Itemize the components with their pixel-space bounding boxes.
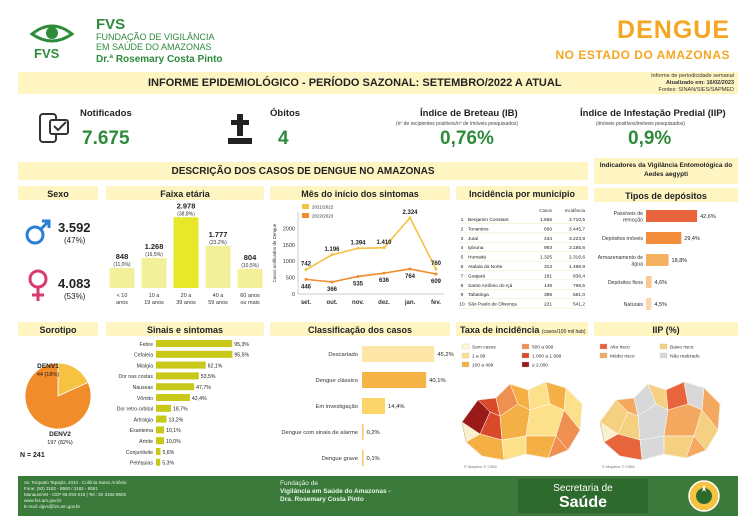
- mes-point: [383, 272, 386, 275]
- inc-row-incidencia: 2.316,6: [568, 255, 585, 261]
- report-band: [18, 72, 738, 94]
- mes-data-label: 366: [326, 286, 338, 293]
- mes-series-line: [306, 218, 436, 270]
- sinais-value-label: 42,4%: [191, 395, 207, 402]
- inc-row-casos: 149: [543, 283, 552, 289]
- incidencia-table: [456, 204, 588, 316]
- faixa-bar: [142, 258, 167, 288]
- inc-row-casos: 993: [543, 246, 552, 252]
- map-legend-swatch: [660, 344, 667, 349]
- mes-data-label: 764: [404, 273, 416, 280]
- map-legend-swatch: [600, 344, 607, 349]
- inc-row-incidencia: 3.185,6: [568, 246, 585, 252]
- inc-row-incidencia: 1.498,9: [568, 265, 585, 270]
- map-legend-label: Sem casos: [472, 345, 496, 351]
- map-legend-swatch: [522, 344, 529, 349]
- inc-row-municipio: Tabatinga: [468, 293, 489, 299]
- mes-point: [435, 273, 438, 276]
- inc-row-municipio: Ipixuna: [468, 246, 484, 252]
- inc-row-incidencia: 768,5: [572, 283, 585, 289]
- mes-y-label: Casos notificados de Dengue: [272, 223, 277, 283]
- taxa-title-text: Taxa de incidência: [460, 325, 540, 335]
- sinais-bar: [156, 340, 232, 347]
- inc-row-rank: 2: [460, 227, 464, 233]
- class-category-label: Dengue clássico: [315, 378, 358, 384]
- faixa-category-label: 40 a: [212, 293, 224, 299]
- mes-data-label: 535: [352, 281, 364, 288]
- map-legend-swatch: [462, 353, 469, 358]
- dep-value-label: 42,6%: [700, 214, 716, 220]
- inc-col-header: Casos: [539, 208, 552, 213]
- dep-category-label: Depósitos móveis: [602, 236, 643, 242]
- inc-row-incidencia: 581,0: [572, 293, 585, 299]
- sinais-bar: [156, 405, 171, 412]
- fvs-eye-logo-icon: [30, 16, 74, 60]
- faixa-pct-label: (16,5%): [145, 251, 163, 258]
- sinais-bar: [156, 437, 164, 444]
- sinais-bar: [156, 362, 206, 369]
- sinais-category-label: Conjuntivite: [125, 449, 153, 456]
- mes-point: [331, 280, 334, 283]
- faixa-pct-label: (10,5%): [241, 262, 259, 269]
- mes-legend-swatch: [302, 204, 309, 209]
- classificacao-title: Classificação dos casos: [270, 322, 450, 336]
- footer-center: [280, 480, 391, 504]
- map-legend-label: 500 a 999: [532, 345, 554, 351]
- mes-title: Mês do início dos sintomas: [270, 186, 450, 200]
- org-line-2: EM SAÚDE DO AMAZONAS: [96, 42, 212, 52]
- map-legend-swatch: [522, 362, 529, 367]
- header: [18, 10, 738, 68]
- sexo-female-pct: (53%): [64, 292, 86, 301]
- sinais-bar: [156, 448, 160, 455]
- footer-addr-2: Fone: (92) 3182 - 8550 / 3182 - 8551: [24, 486, 98, 491]
- sinais-value-label: 5,6%: [162, 449, 175, 456]
- mes-legend-label: 2022/2023: [312, 213, 334, 219]
- inc-row-incidencia: 3.710,5: [568, 218, 585, 223]
- inc-col-header: Incidência: [564, 208, 585, 213]
- sinais-value-label: 5,3%: [162, 460, 175, 467]
- inc-row-municipio: Humaitá: [468, 255, 486, 261]
- svg-text:FVS: FVS: [34, 46, 60, 61]
- state-crest-icon: [686, 478, 722, 514]
- sinais-value-label: 47,7%: [196, 385, 211, 391]
- class-value-label: 0,2%: [366, 430, 380, 436]
- dep-category-label-2: remoção: [622, 217, 643, 224]
- inc-row-casos: 398: [543, 293, 552, 299]
- dep-category-label-2: água: [631, 261, 643, 268]
- sinais-value-label: 53,5%: [200, 374, 216, 381]
- sinais-bar: [156, 416, 167, 423]
- mes-y-tick: 500: [285, 275, 295, 282]
- depositos-chart: [594, 204, 738, 316]
- page-subtitle: NO ESTADO DO AMAZONAS: [555, 48, 730, 62]
- mes-point: [305, 268, 308, 271]
- notification-phone-icon: [36, 112, 72, 146]
- footer-addr-5[interactable]: E-mail: dgvs@fvs.am.gov.br: [24, 504, 80, 509]
- sexo-title: Sexo: [18, 186, 98, 200]
- map-legend-swatch: [462, 344, 469, 349]
- sinais-bar: [156, 383, 194, 390]
- report-meta-sources: Fontes: SINAN/SIES/SAPMED: [658, 87, 734, 93]
- faixa-pct-label: (23,2%): [209, 239, 227, 246]
- faixa-pct-label: (38,8%): [177, 211, 195, 218]
- kpi-iip-value: 0,9%: [628, 128, 672, 149]
- dep-bar: [646, 276, 652, 288]
- sinais-category-label: Artralgia: [133, 417, 153, 424]
- mes-y-tick: 0: [291, 292, 295, 298]
- kpi-breteau-label: Índice de Breteau (IB): [420, 108, 518, 119]
- mes-x-tick: out.: [326, 300, 338, 306]
- mes-point: [357, 247, 360, 250]
- dep-value-label: 4,5%: [654, 302, 667, 308]
- kpi-breteau-sub: (nº de recipientes positivos/nº de imóveis pesquisados): [396, 121, 519, 127]
- sexo-male-pct: (47%): [64, 236, 86, 245]
- sexo-male-value: 3.592: [58, 220, 91, 235]
- map-municipality: [502, 436, 526, 460]
- inc-row-incidencia: 3.445,7: [568, 227, 585, 233]
- sexo-female-value: 4.083: [58, 276, 91, 291]
- class-value-label: 14,4%: [388, 404, 405, 410]
- iip-map: [594, 338, 738, 472]
- mes-data-label: 1.196: [324, 246, 340, 253]
- inc-row-municipio: Guajará: [468, 274, 486, 280]
- inc-row-casos: 313: [543, 265, 552, 270]
- report-meta-updated: Atualizado em: 16/02/2023: [665, 80, 734, 86]
- class-category-label: Em investigação: [315, 404, 358, 410]
- sinais-category-label: Vômito: [136, 395, 153, 402]
- sorotipo-title: Sorotipo: [18, 322, 98, 336]
- sinais-category-label: Mialgia: [136, 363, 153, 370]
- faixa-value-label: 2.978: [176, 201, 196, 211]
- org-line-1: FUNDAÇÃO DE VIGILÂNCIA: [96, 32, 215, 42]
- map-legend-swatch: [462, 362, 469, 367]
- sinais-category-label: Dor retro-orbital: [116, 406, 153, 413]
- report-title: INFORME EPIDEMIOLÓGICO - PERÍODO SAZONAL: SETEMBRO/2022 A ATUAL: [148, 77, 562, 89]
- faixa-etaria-chart: [106, 201, 266, 316]
- taxa-title: [456, 322, 588, 336]
- sorotipo-value: 197 (82%): [47, 440, 73, 446]
- sinais-category-label: Artrite: [139, 439, 153, 445]
- footer-sec-line-2: Saúde: [558, 494, 607, 511]
- sinais-title: Sinais e sintomas: [106, 322, 264, 336]
- mes-y-tick: 2000: [282, 226, 295, 233]
- faixa-bar: [110, 268, 135, 288]
- sinais-category-label: Cefaleia: [133, 352, 153, 359]
- sorotipo-total: N = 241: [20, 452, 45, 459]
- dep-category-label: Depósitos fixos: [607, 280, 643, 286]
- mes-data-label: 2.324: [402, 209, 418, 216]
- mes-data-label: 760: [430, 261, 442, 268]
- faixa-category-label: < 10: [116, 293, 128, 299]
- map-legend-swatch: [600, 353, 607, 358]
- map-legend-label: 100 a 499: [472, 363, 494, 369]
- sinais-bar: [156, 394, 190, 401]
- sinais-category-label: Petéquias: [129, 460, 153, 467]
- faixa-category-label-2: 19 anos: [144, 300, 164, 306]
- faixa-value-label: 848: [115, 251, 129, 261]
- female-icon: [24, 268, 52, 304]
- iip-map-title: IIP (%): [594, 322, 738, 336]
- dep-category-label: Passíveis de: [613, 211, 643, 217]
- inc-row-rank: 10: [459, 302, 465, 308]
- dep-bar: [646, 298, 651, 310]
- mes-y-tick: 1500: [282, 242, 295, 249]
- mes-x-tick: set.: [300, 300, 312, 306]
- inc-row-rank: 8: [460, 283, 464, 289]
- mes-sintomas-chart: [268, 202, 452, 318]
- faixa-category-label-2: 59 anos: [208, 300, 228, 306]
- descricao-title: DESCRIÇÃO DOS CASOS DE DENGUE NO AMAZONAS: [18, 162, 588, 180]
- inc-row-municipio: Santo Antônio do Içá: [468, 283, 513, 289]
- inc-row-municipio: Jutaí: [468, 236, 479, 242]
- faixa-category-label: 60 anos: [240, 293, 260, 299]
- mes-legend-label: 2021/2022: [312, 204, 334, 210]
- sinais-category-label: Exantema: [129, 428, 153, 435]
- faixa-value-label: 1.777: [208, 229, 228, 239]
- mes-data-label: 636: [378, 278, 390, 285]
- map-legend-label: Alto risco: [610, 345, 630, 351]
- inc-row-casos: 1.325: [539, 255, 552, 261]
- faixa-category-label-2: 39 anos: [176, 300, 196, 306]
- map-municipality: [640, 436, 664, 460]
- inc-row-casos: 221: [543, 302, 552, 308]
- footer-center-2: Vigilância em Saúde do Amazonas -: [280, 488, 391, 495]
- faixa-category-label-2: anos: [116, 300, 128, 306]
- report-meta-periodicity: Informe de periodicidade semanal: [651, 73, 734, 79]
- footer-center-3: Dra. Rosemary Costa Pinto: [280, 496, 364, 503]
- inc-row-rank: 6: [460, 265, 464, 270]
- footer-sec-line-1: Secretaria de: [553, 483, 613, 494]
- sinais-value-label: 13,2%: [168, 417, 184, 424]
- footer-address: [24, 480, 127, 510]
- depositos-title: Tipos de depósitos: [594, 188, 738, 202]
- kpi-notificados-value: 7.675: [82, 128, 130, 149]
- kpi-iip-sub: (imóveis positivos/imóveis pesquisados): [596, 121, 685, 127]
- dep-bar: [646, 232, 681, 244]
- grave-cross-icon: [226, 112, 254, 146]
- inc-row-rank: 1: [460, 218, 464, 223]
- kpi-breteau-value: 0,76%: [440, 128, 494, 149]
- class-bar: [362, 372, 426, 388]
- male-icon: [24, 218, 52, 246]
- map-legend-label: Baixo risco: [670, 345, 694, 351]
- sinais-value-label: 62,1%: [207, 363, 223, 370]
- dep-category-label: Armazenamento de: [597, 255, 643, 261]
- map-legend-label: Médio risco: [610, 354, 635, 360]
- mes-legend-swatch: [302, 213, 309, 218]
- inc-row-rank: 7: [460, 274, 464, 280]
- inc-row-casos: 161: [543, 274, 552, 280]
- org-short: FVS: [96, 16, 126, 33]
- mes-data-label: 609: [430, 279, 442, 286]
- secretaria-saude-logo: [518, 479, 648, 513]
- sorotipo-label: DENV1: [37, 363, 59, 370]
- mes-data-label: 1.394: [350, 240, 366, 247]
- sinais-sintomas-chart: [106, 338, 266, 472]
- class-bar: [362, 398, 385, 414]
- inc-row-incidencia: 3.223,9: [568, 236, 585, 242]
- sinais-value-label: 18,7%: [172, 406, 188, 413]
- faixa-value-label: 1.268: [144, 241, 164, 251]
- sinais-category-label: Náuseas: [132, 385, 153, 391]
- classificacao-chart: [270, 338, 452, 472]
- mes-point: [357, 275, 360, 278]
- faixa-title: Faixa etária: [106, 186, 264, 200]
- dep-category-label: Naturais: [623, 302, 643, 308]
- sinais-bar: [156, 372, 199, 379]
- mes-x-tick: fev.: [431, 300, 441, 306]
- footer-addr-4[interactable]: www.fvs.am.gov.br: [24, 498, 62, 503]
- mes-x-tick: jan.: [404, 300, 416, 306]
- faixa-category-label: 10 a: [148, 293, 160, 299]
- dep-value-label: 4,6%: [654, 280, 668, 286]
- footer-addr-1: Av. Torquato Tapajós, 4010 - Colônia Santo Antônio: [24, 480, 127, 485]
- page-title: DENGUE: [617, 16, 730, 44]
- dep-bar: [646, 210, 697, 222]
- org-line-3: Dr.ª Rosemary Costa Pinto: [96, 54, 223, 65]
- faixa-bar: [174, 217, 199, 288]
- report-meta: [651, 73, 734, 94]
- faixa-value-label: 804: [243, 252, 257, 262]
- footer: [18, 476, 738, 516]
- incidencia-title: Incidência por município: [456, 186, 588, 200]
- inc-row-municipio: Tonantins: [468, 227, 489, 233]
- kpi-iip-label: Índice de Infestação Predial (IIP): [580, 108, 726, 119]
- inc-row-casos: 1.665: [539, 218, 552, 223]
- mes-data-label: 1.410: [376, 239, 392, 246]
- faixa-bar: [238, 269, 263, 288]
- mes-point: [383, 246, 386, 249]
- sinais-value-label: 95,5%: [234, 352, 250, 359]
- inc-row-municipio: Atalaia do Norte: [468, 265, 503, 270]
- mes-point: [305, 278, 308, 281]
- map-legend-label: 1.000 a 1.999: [532, 354, 562, 360]
- mes-x-tick: nov.: [352, 300, 364, 306]
- inc-row-incidencia: 541,2: [572, 302, 585, 308]
- class-category-label: Dengue grave: [321, 456, 358, 462]
- map-legend-label: Não realizado: [670, 354, 700, 360]
- class-value-label: 45,2%: [437, 352, 454, 358]
- sorotipo-value: 44 (18%): [36, 372, 60, 378]
- map-legend-label: ≥ 2.000: [532, 363, 548, 369]
- mes-point: [409, 216, 412, 219]
- map-legend-swatch: [522, 353, 529, 358]
- map-credit: © Mapbox © OSM: [464, 464, 497, 469]
- sinais-category-label: Febre: [139, 341, 153, 348]
- vigilancia-title: Indicadores da Vigilância Entomológica do Aedes aegypti: [594, 158, 738, 184]
- mes-point: [435, 268, 438, 271]
- footer-center-1: Fundação de: [280, 480, 318, 487]
- inc-row-rank: 9: [460, 293, 464, 299]
- sinais-bar: [156, 351, 232, 358]
- inc-row-casos: 656: [543, 227, 552, 233]
- inc-row-rank: 4: [460, 246, 464, 252]
- faixa-category-label-2: ou mais: [240, 300, 260, 306]
- class-bar: [362, 450, 364, 466]
- mes-point: [409, 267, 412, 270]
- map-credit: © Mapbox © OSM: [602, 464, 635, 469]
- footer-addr-3: Manaus/AM - CEP 69.093-018 | Tel.: 92 3182-8500: [24, 492, 127, 497]
- mes-x-tick: dez.: [378, 300, 390, 306]
- map-legend-swatch: [660, 353, 667, 358]
- taxa-title-sub: (casos/100 mil hab): [541, 329, 586, 335]
- sinais-bar: [156, 459, 160, 466]
- sinais-value-label: 95,3%: [234, 341, 249, 348]
- faixa-pct-label: (11,0%): [113, 261, 131, 268]
- kpi-obitos-value: 4: [278, 128, 289, 149]
- inc-row-municipio: São Paulo de Olivença: [468, 302, 517, 308]
- map-legend-label: 1 a 99: [472, 354, 486, 360]
- taxa-incidencia-map: [456, 338, 588, 472]
- mes-data-label: 446: [300, 284, 312, 291]
- inc-row-incidencia: 936,4: [572, 274, 585, 280]
- sinais-bar: [156, 426, 164, 433]
- inc-row-municipio: Benjamin Constant: [468, 218, 509, 223]
- mes-data-label: 742: [300, 261, 312, 268]
- sorotipo-label: DENV2: [49, 431, 71, 438]
- sinais-value-label: 10,1%: [166, 428, 181, 435]
- faixa-category-label: 20 a: [180, 293, 192, 299]
- dep-value-label: 29,4%: [684, 236, 700, 242]
- inc-row-rank: 5: [460, 255, 464, 261]
- inc-row-casos: 434: [543, 236, 552, 242]
- class-bar: [362, 424, 364, 440]
- dep-bar: [646, 254, 669, 266]
- faixa-bar: [206, 246, 231, 288]
- class-category-label: Dengue com sinais de alarme: [281, 430, 358, 436]
- kpi-obitos-label: Óbitos: [270, 108, 301, 119]
- class-value-label: 0,1%: [366, 456, 380, 462]
- sinais-value-label: 10,0%: [166, 439, 181, 445]
- mes-point: [331, 253, 334, 256]
- class-category-label: Descartado: [328, 352, 358, 358]
- dep-value-label: 18,8%: [671, 258, 688, 264]
- inc-row-rank: 3: [460, 236, 464, 242]
- kpi-notificados-label: Notificados: [80, 108, 132, 119]
- mes-y-tick: 1000: [282, 259, 295, 266]
- sinais-category-label: Dor nas costas: [118, 374, 153, 381]
- sorotipo-pie-chart: [18, 340, 102, 460]
- class-value-label: 40,1%: [429, 378, 446, 384]
- class-bar: [362, 346, 434, 362]
